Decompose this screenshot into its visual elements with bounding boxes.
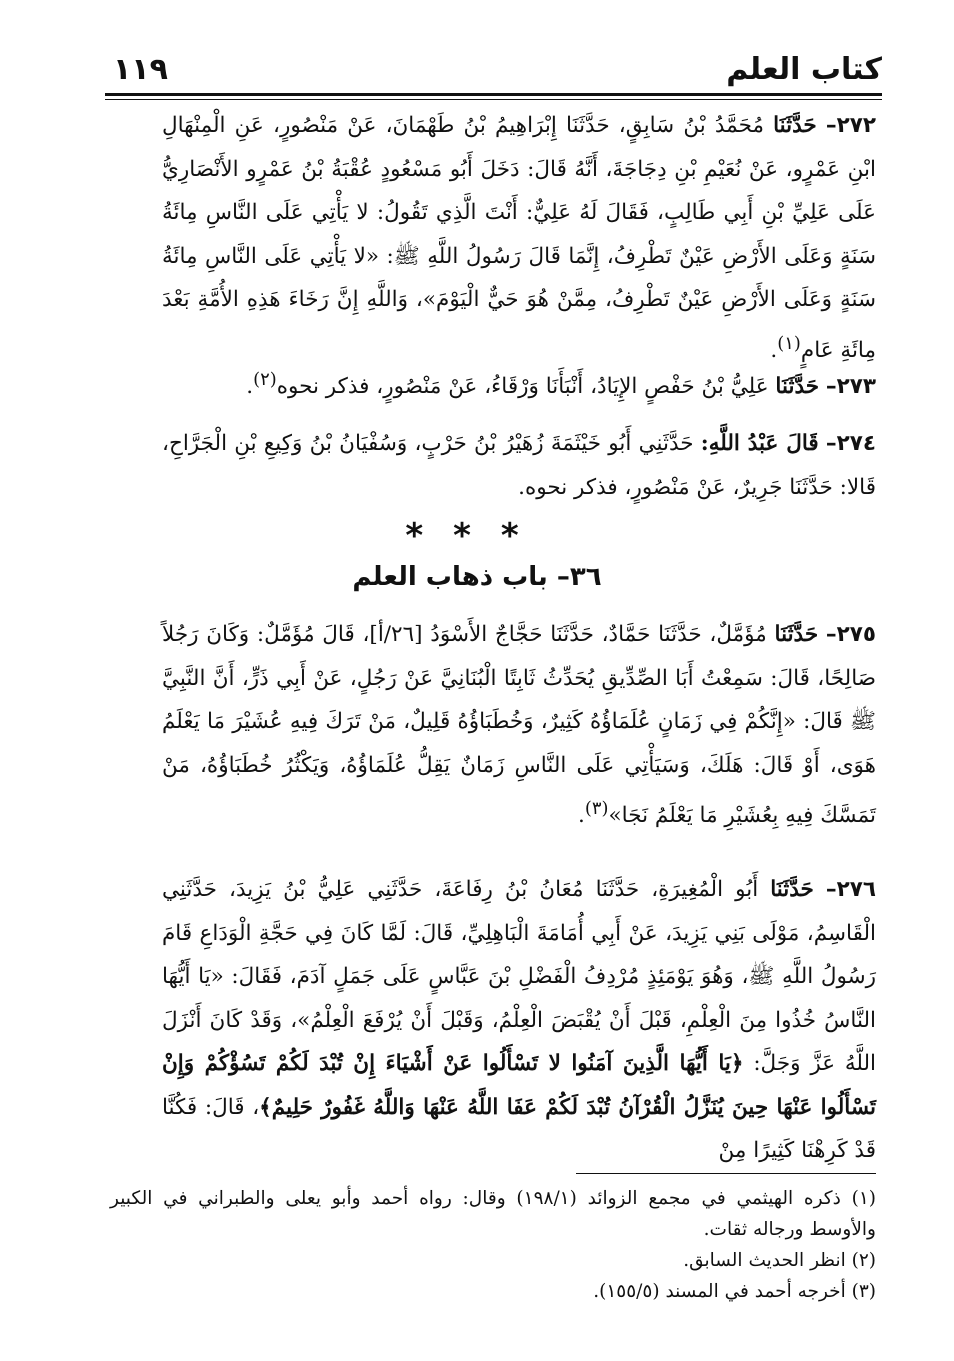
footnote-reference[interactable]: (٣) [584, 798, 609, 819]
hadith-end: . [246, 374, 254, 400]
footnote-rule [576, 1173, 876, 1174]
footnote-reference[interactable]: (١) [777, 332, 801, 354]
page-number: ١١٩ [113, 52, 168, 87]
hadith-text: مُحَمَّدُ بْنُ سَابِقٍ، حَدَّثَنَا إِبْرَاهِيمُ بْنُ طَهْمَانَ، عَنْ مَنْصُورٍ، عَنِ الْمِنْهَالِ ابْنِ عَمْرٍو، عَنْ نُعَيْمِ بْنِ دِجَاجَةَ، أَنَّهُ قَالَ: دَخَلَ أَبُو مَسْعُودٍ عُقْبَةُ بْنُ عَمْرٍو الأَنْصَارِيُّ عَلَى عَلِيِّ بْنِ أَبِي طَالِبٍ، فَقَالَ لَهُ عَلِيٌّ: أَنْتَ الَّذِي تَقُولُ: لا يَأْتِي عَلَى النَّاسِ مِائَةُ سَنَةٍ وَعَلَى الأَرْضِ عَيْنٌ تَطْرِفُ، إِنَّمَا قَالَ رَسُولُ اللَّهِ ﷺ: «لا يَأْتِي عَلَى النَّاسِ مِائَةُ سَنَةٍ وَعَلَى الأَرْضِ عَيْنٌ تَطْرِفُ، مِمَّنْ هُوَ حَيٌّ الْيَوْمَ»، وَاللَّهِ إِنَّ رَخَاءَ هَذِهِ الأُمَّةِ بَعْدَ مِائَةِ عَامٍ [162, 113, 876, 363]
quran-verse: ﴿يَا أَيُّهَا الَّذِينَ آمَنُوا لا تَسْأَلُوا عَنْ أَشْيَاءَ إِنْ تُبْدَ لَكُمْ تَسُؤْكُمْ وَإِنْ تَسْأَلُوا عَنْهَا حِينَ يُنَزَّلُ الْقُرْآنُ تُبْدَ لَكُمْ عَفَا اللَّهُ عَنْهَا وَاللَّهُ غَفُورٌ حَلِيمٌ﴾ [162, 1051, 876, 1120]
header-rule-thick [105, 93, 882, 96]
hadith-paragraph [162, 358, 876, 409]
section-separator: *** [405, 516, 549, 556]
footnote-item: (٣) أخرجه أحمد في المسند (١٥٥/٥). [593, 1281, 876, 1302]
hadith-number: ٢٧٢– [825, 113, 876, 138]
footnotes [110, 1183, 876, 1307]
hadith-lead-word: حَدَّثَنَا [773, 113, 817, 138]
hadith-lead-word: حَدَّثَنَا [775, 374, 820, 400]
hadith-lead-word: قَالَ عَبْدُ اللَّهِ: [700, 431, 819, 456]
hadith-paragraph [162, 868, 876, 1173]
hadith-lead-word: حَدَّثَنَا [770, 877, 814, 902]
header-rule-thin [105, 99, 882, 100]
hadith-lead-word: حَدَّثَنَا [774, 622, 819, 647]
hadith-paragraph [162, 613, 876, 838]
hadith-text: أَبُو الْمُغِيرَةِ، حَدَّثَنَا مُعَانُ بْنُ رِفَاعَةَ، حَدَّثَنِي عَلِيُّ بْنُ يَزِيدَ، حَدَّثَنِي الْقَاسِمُ، مَوْلَى بَنِي يَزِيدَ، عَنْ أَبِي أُمَامَةَ الْبَاهِلِيِّ، قَالَ: لَمَّا كَانَ فِي حَجَّةِ الْوَدَاعِ قَامَ رَسُولُ اللَّهِ ﷺ، وَهُوَ يَوْمَئِذٍ مُرْدِفُ الْفَضْلِ بْنَ عَبَّاسٍ عَلَى جَمَلٍ آدَمَ، فَقَالَ: «يَا أَيُّهَا النَّاسُ خُذُوا مِنَ الْعِلْمِ، قَبْلَ أَنْ يُقْبَضَ الْعِلْمُ، وَقَبْلَ أَنْ يُرْفَعَ الْعِلْمُ»، وَقَدْ كَانَ أَنْزَلَ اللَّهُ عَزَّ وَجَلَّ: [162, 877, 876, 1076]
hadith-end: . [770, 337, 778, 363]
hadith-paragraph [162, 104, 876, 372]
hadith-number: ٢٧٤– [825, 431, 876, 456]
hadith-end: . [578, 803, 585, 829]
page-header [105, 50, 882, 94]
hadith-text-continued: ، قَالَ: فَكُنَّا قَدْ كَرِهْنَا كَثِيرًا مِنْ [162, 1094, 876, 1163]
footnote-item: (١) ذكره الهيثمي في مجمع الزوائد (١٩٨/١) وقال: رواه أحمد وأبو يعلى والطبراني في الكبير والأوسط ورجاله ثقات. [110, 1188, 876, 1240]
footnote-reference[interactable]: (٢) [253, 369, 277, 390]
chapter-heading: ٣٦– باب ذهاب العلم [352, 562, 602, 592]
hadith-text: عَلِيُّ بْنُ حَفْصٍ الإِيَادُ، أَنْبَأَنَا وَرْقَاءُ، عَنْ مَنْصُورٍ، فذكر نحوه [276, 374, 776, 400]
hadith-number: ٢٧٦– [825, 877, 876, 902]
hadith-paragraph [162, 422, 876, 509]
hadith-text: مُؤَمَّلٌ، حَدَّثَنَا حَمَّادٌ، حَدَّثَنَا حَجَّاجٌ الأَسْوَدُ [٢٦/أ]، قَالَ مُؤَمَّلٌ: وَكَانَ رَجُلاً صَالِحًا، قَالَ: سَمِعْتُ أَبَا الصِّدِّيقِ يُحَدِّثُ ثَابِتًا الْبُنَانِيَّ عَنْ رَجُلٍ، عَنْ أَبِي ذَرٍّ، أَنَّ النَّبِيَّ ﷺ قَالَ: «إِنَّكُمْ فِي زَمَانٍ عُلَمَاؤُهُ كَثِيرٌ، وَخُطَبَاؤُهُ قَلِيلٌ، مَنْ تَرَكَ فِيهِ عُشَيْرَ مَا يَعْلَمُ هَوَى، أَوْ قَالَ: هَلَكَ، وَسَيَأْتِي عَلَى النَّاسِ زَمَانٌ يَقِلُّ عُلَمَاؤُهُ، وَيَكْثُرُ خُطَبَاؤُهُ، مَنْ تَمَسَّكَ فِيهِ بِعُشَيْرِ مَا يَعْلَمُ نَجَا» [162, 622, 876, 829]
hadith-number: ٢٧٣– [825, 374, 876, 400]
hadith-number: ٢٧٥– [825, 622, 876, 647]
footnote-item: (٢) انظر الحديث السابق. [683, 1250, 876, 1271]
running-title: كتاب العلم [726, 52, 882, 87]
hadith-text: حَدَّثَنِي أَبُو خَيْثَمَةَ زُهَيْرُ بْنُ حَرْبٍ، وَسُفْيَانُ بْنُ وَكِيعِ بْنِ الْجَرَّاحِ، قَالا: حَدَّثَنَا جَرِيرٌ، عَنْ مَنْصُورٍ، فذكر نحوه. [162, 431, 876, 500]
